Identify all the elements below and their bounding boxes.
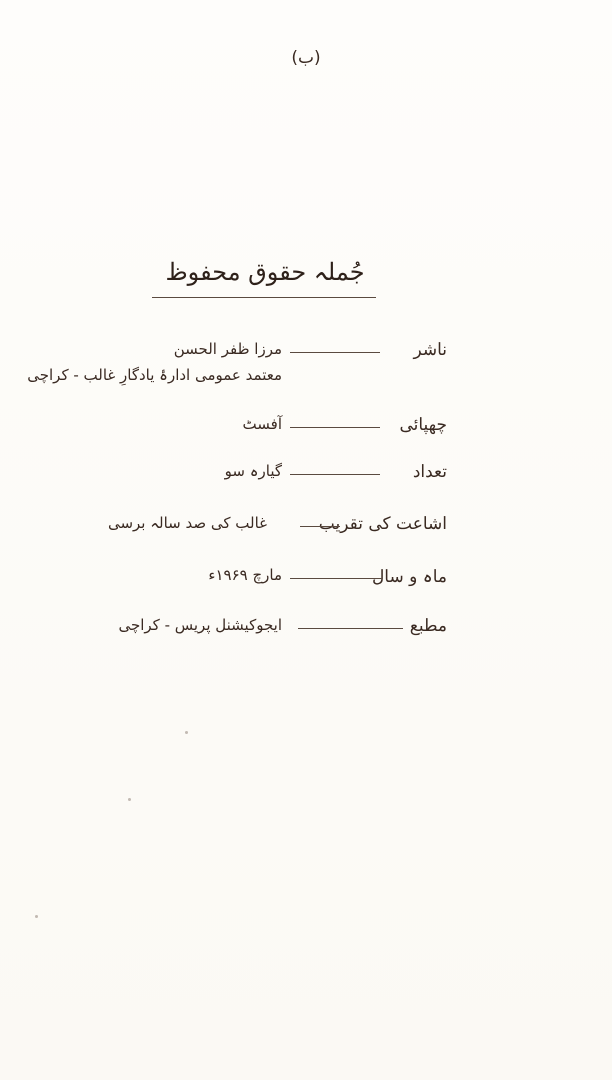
detail-label: ناشر: [413, 340, 447, 360]
detail-value: غالب کی صد سالہ برسی: [107, 514, 267, 532]
detail-row-publisher: [0, 340, 612, 384]
heading-underline: [152, 297, 376, 298]
detail-row-date: [0, 566, 612, 596]
detail-value: ایجوکیشنل پریس - کراچی: [118, 616, 282, 634]
paper-speck: [128, 798, 131, 801]
detail-row-quantity: [0, 462, 612, 492]
detail-label: تعداد: [412, 462, 447, 482]
detail-dash: [290, 578, 382, 579]
detail-value: گیارہ سو: [224, 462, 282, 480]
detail-label: ماہ و سال: [371, 567, 447, 587]
detail-dash: [290, 427, 380, 428]
detail-dash: [290, 474, 380, 475]
paper-speck: [185, 731, 188, 734]
detail-value: مرزا ظفر الحسن: [173, 340, 282, 358]
detail-dash: [300, 526, 340, 527]
detail-row-occasion: [0, 514, 612, 544]
page-number: (ب): [291, 48, 321, 68]
detail-value: آفسٹ: [242, 415, 282, 433]
detail-dash: [290, 352, 380, 353]
detail-label: چھپائی: [399, 415, 447, 435]
page-heading: جُملہ حقوق محفوظ: [165, 258, 365, 286]
detail-row-press: [0, 616, 612, 646]
detail-label: اشاعت کی تقریب: [318, 514, 447, 534]
paper-speck: [35, 915, 38, 918]
detail-row-printing: [0, 415, 612, 445]
detail-value: مارچ ۱۹۶۹ء: [208, 566, 282, 584]
detail-value-line2: معتمد عمومی ادارۂ یادگارِ غالب - کراچی: [27, 366, 282, 384]
detail-label: مطبع: [409, 616, 447, 636]
detail-dash: [298, 628, 403, 629]
